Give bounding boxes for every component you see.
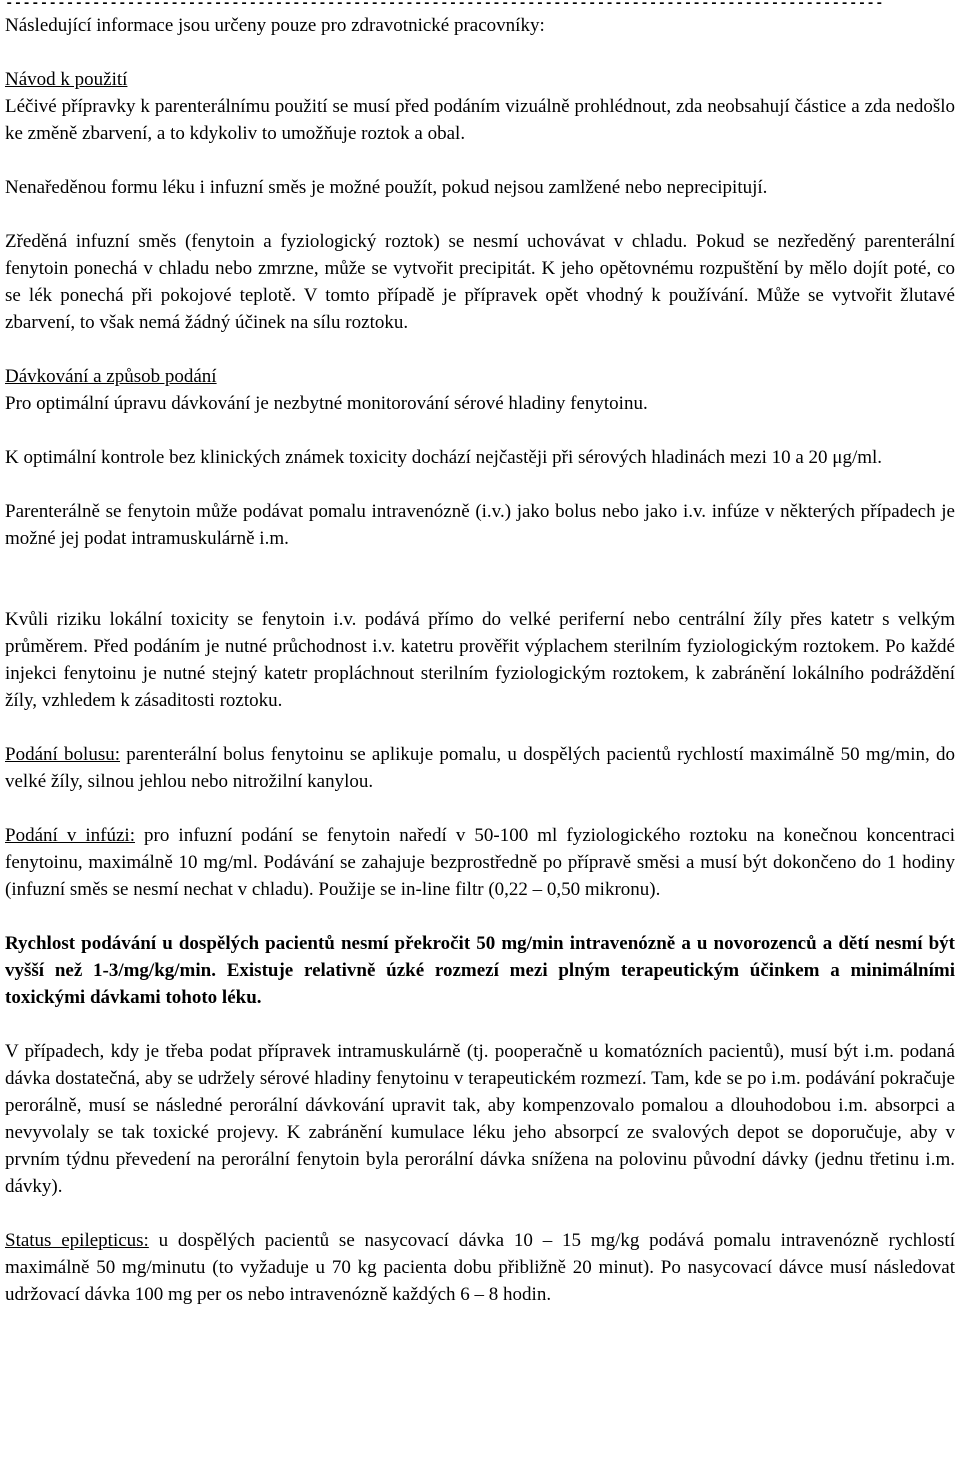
usage-paragraph-1: Léčivé přípravky k parenterálnímu použití se musí před podáním vizuálně prohlédnout, zda neobsahují částice a zda nedošlo ke změně zbarvení, a to kdykoliv to umožňuje roztok a obal. (5, 96, 955, 144)
usage-paragraph-3: Zředěná infuzní směs (fenytoin a fyziologický roztok) se nesmí uchovávat v chladu. Pokud se nezředěný parenterální fenytoin ponechá v chladu nebo zmrzne, může se vytvořit precipitát. K jeho opětovnému rozpuštění by mělo dojít poté, co se lék ponechá při pokojové teplotě. V tomto případě je přípravek opět vhodný k používání. Může se vytvořit žlutavé zbarvení, to však nemá žádný účinek na sílu roztoku. (5, 231, 955, 333)
dosage-paragraph-3: Parenterálně se fenytoin může podávat pomalu intravenózně (i.v.) jako bolus nebo jako i.v. infúze v některých případech je možné jej podat intramuskulárně i.m. (5, 501, 955, 549)
infusion-label: Podání v infúzi: (5, 825, 135, 846)
bolus-label: Podání bolusu: (5, 744, 121, 765)
usage-paragraph-2: Nenaředěnou formu léku i infuzní směs je možné použít, pokud nejsou zamlžené nebo neprecipitují. (5, 177, 768, 198)
status-label: Status epilepticus: (5, 1230, 149, 1251)
dosage-paragraph-4: Kvůli riziku lokální toxicity se fenytoin i.v. podává přímo do velké periferní nebo centrální žíly přes katetr s velkým průměrem. Před podáním je nutné průchodnost i.v. katetru prověřit výplachem sterilním fyziologickým roztokem. Po každé injekci fenytoinu je nutné stejný katetr propláchnout sterilním fyziologickým roztokem, k zabránění lokálního podráždění žíly, vzhledem k zásaditosti roztoku. (5, 609, 955, 711)
document-page (5, 0, 955, 1308)
rate-warning: Rychlost podávání u dospělých pacientů nesmí překročit 50 mg/min intravenózně a u novorozenců a dětí nesmí být vyšší než 1-3/mg/kg/min. Existuje relativně úzké rozmezí mezi plným terapeutickým účinkem a minimálními toxickými dávkami tohoto léku. (5, 933, 955, 1008)
bolus-paragraph (5, 741, 955, 795)
im-paragraph: V případech, kdy je třeba podat přípravek intramuskulárně (tj. pooperačně u komatózních pacientů), musí být i.m. podaná dávka dostatečná, aby se udržely sérové hladiny fenytoinu v terapeutickém rozmezí. Tam, kde se po i.m. podávání pokračuje perorálně, musí se následné perorální dávkování upravit tak, aby kompenzovalo pomalou a dlouhodobou i.m. absorpci a nevyvolaly se tak toxické projevy. K zabránění kumulace léku jeho absorpcí ze svalových depot se doporučuje, aby v prvním týdnu převedení na perorální fenytoin byla perorální dávka snížena na polovinu původní dávky (jednu třetinu i.m. dávky). (5, 1041, 955, 1197)
dosage-paragraph-2: K optimální kontrole bez klinických známek toxicity dochází nejčastěji při sérových hladinách mezi 10 a 20 μg/ml. (5, 447, 883, 468)
dosage-heading: Dávkování a způsob podání (5, 366, 217, 387)
infusion-text: pro infuzní podání se fenytoin naředí v 50-100 ml fyziologického roztoku na konečnou koncentraci fenytoinu, maximálně 10 mg/ml. Podávání se zahajuje bezprostředně po přípravě směsi a musí být dokončeno do 1 hodiny (infuzní směs se nesmí nechat v chladu). Použije se in-line filtr (0,22 – 0,50 mikronu). (5, 825, 955, 900)
dosage-paragraph-1: Pro optimální úpravu dávkování je nezbytné monitorování sérové hladiny fenytoinu. (5, 393, 648, 414)
status-paragraph (5, 1227, 955, 1308)
usage-heading: Návod k použití (5, 69, 128, 90)
status-text: u dospělých pacientů se nasycovací dávka 10 – 15 mg/kg podává pomalu intravenózně rychlostí maximálně 50 mg/minutu (to vyžaduje u 70 kg pacienta dobu přibližně 20 minut). Po nasycovací dávce musí následovat udržovací dávka 100 mg per os nebo intravenózně každých 6 – 8 hodin. (5, 1230, 955, 1305)
separator-line (5, 0, 955, 7)
intro-text: Následující informace jsou určeny pouze pro zdravotnické pracovníky: (5, 15, 545, 36)
bolus-text: parenterální bolus fenytoinu se aplikuje pomalu, u dospělých pacientů rychlostí maximálně 50 mg/min, do velké žíly, silnou jehlou nebo nitrožilní kanylou. (5, 744, 956, 792)
infusion-paragraph (5, 822, 955, 903)
